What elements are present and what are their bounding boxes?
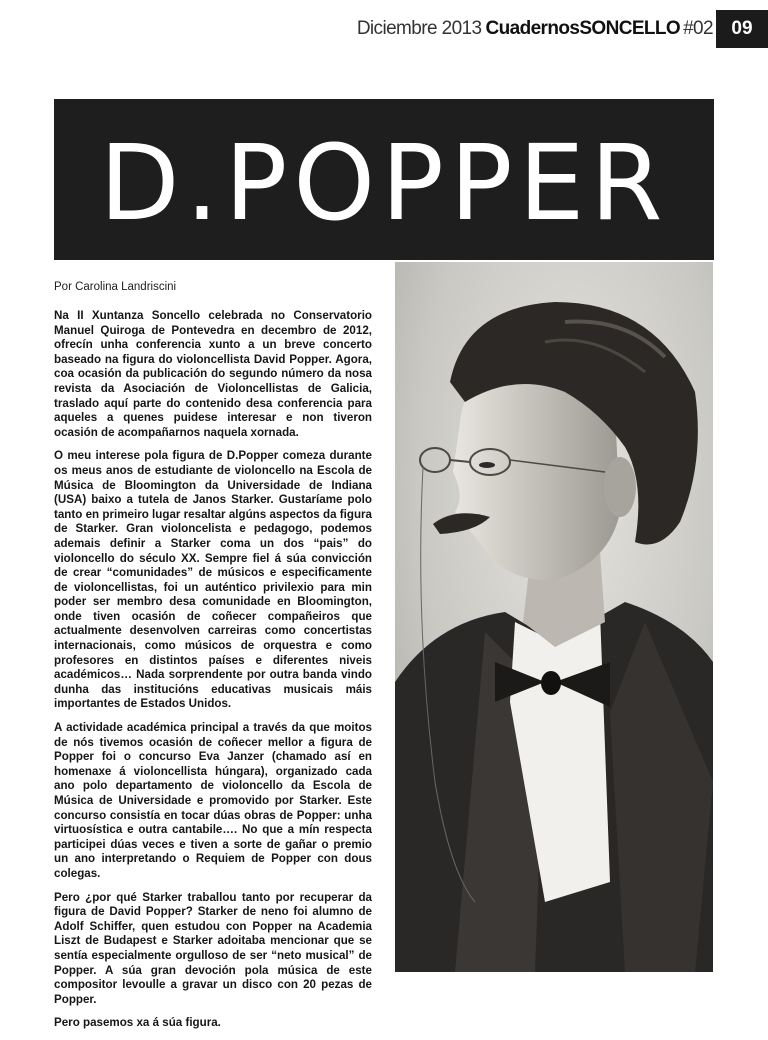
- article-title: D.POPPER: [99, 121, 669, 244]
- article-paragraph: Pero ¿por qué Starker traballou tanto por recuperar da figura de David Popper? Starker de neno foi alumno de Adolf Schiffer, quen estudou con Popper na Academia Liszt de Budapest e Starker adoitaba mencionar que se sentía especialmente orgulloso de ser “neto musical” de Popper. A súa gran devoción pola música de este compositor levoulle a gravar un disco con 20 pezas de Popper.: [54, 890, 372, 1006]
- article-paragraph: Pero pasemos xa á súa figura.: [54, 1016, 221, 1030]
- article-paragraph: O meu interese pola figura de D.Popper comeza durante os meus anos de estudiante de violoncello na Escola de Música de Bloomington da Universidade de Indiana (USA) baixo a tutela de Janos Starker. Gustaríame polo tanto en primeiro lugar resaltar algúns aspectos da figura de Starker. Gran violoncelista e pedagogo, podemos ademais definir a Starker coma un dos “pais” do violoncello do século XX. Sempre fiel á súa convicción de crear “comunidades” de músicos e especificamente de violoncellistas, foi un auténtico privilexio para min poder ser membro desa comunidade en Bloomington, onde tiven ocasión de coñecer compañeiros que actualmente desenvolven carreiras como concertistas internacionais, como músicos de orquestra e como profesores en distintos países e diferentes niveis académicos… Nada sorprendente por outra banda vindo dunha das institucións educativas musicais máis importantes de Estados Unidos.: [54, 449, 372, 711]
- title-banner: [54, 99, 714, 260]
- author-byline: Por Carolina Landriscini: [54, 281, 177, 293]
- header-date: Diciembre 2013: [356, 18, 482, 39]
- portrait-photo: [395, 262, 713, 972]
- magazine-name-suffix: SONCELLO: [579, 18, 681, 39]
- article-paragraph: A actividade académica principal a través da que moitos de nós tivemos ocasión de coñecer mellor a figura de Popper foi o concurso Eva Janzer (chamado así en homenaxe á violoncellista húngara), organizado cada ano polo departamento de violoncello da Escola de Música de Universidade e promovido por Starker. Este concurso consistía en tocar dúas obras de Popper: unha virtuosística e outra cantabile…. No que a mín respecta participei dúas veces e tiven a sorte de gañar o premio un ano interpretando o Requiem de Popper con dous colegas.: [54, 721, 372, 880]
- page-number: 09: [716, 10, 768, 48]
- magazine-name: Cuadernos: [485, 18, 580, 39]
- portrait-illustration: [395, 262, 713, 972]
- issue-number: #02: [683, 18, 713, 39]
- article-paragraph: Na II Xuntanza Soncello celebrada no Conservatorio Manuel Quiroga de Pontevedra en decembro de 2012, ofrecín unha conferencia xunto a un breve concerto baseado na figura do violoncellista David Popper. Agora, coa ocasión da publicación do segundo número da nosa revista da Asociación de Violoncellistas de Galicia, traslado aquí parte do contenido desa conferencia para aqueles a quenes puidese interesar e non tiveron ocasión de acompañarnos naquela xornada.: [54, 309, 372, 439]
- article-body: [54, 309, 372, 1040]
- running-header: [357, 10, 713, 48]
